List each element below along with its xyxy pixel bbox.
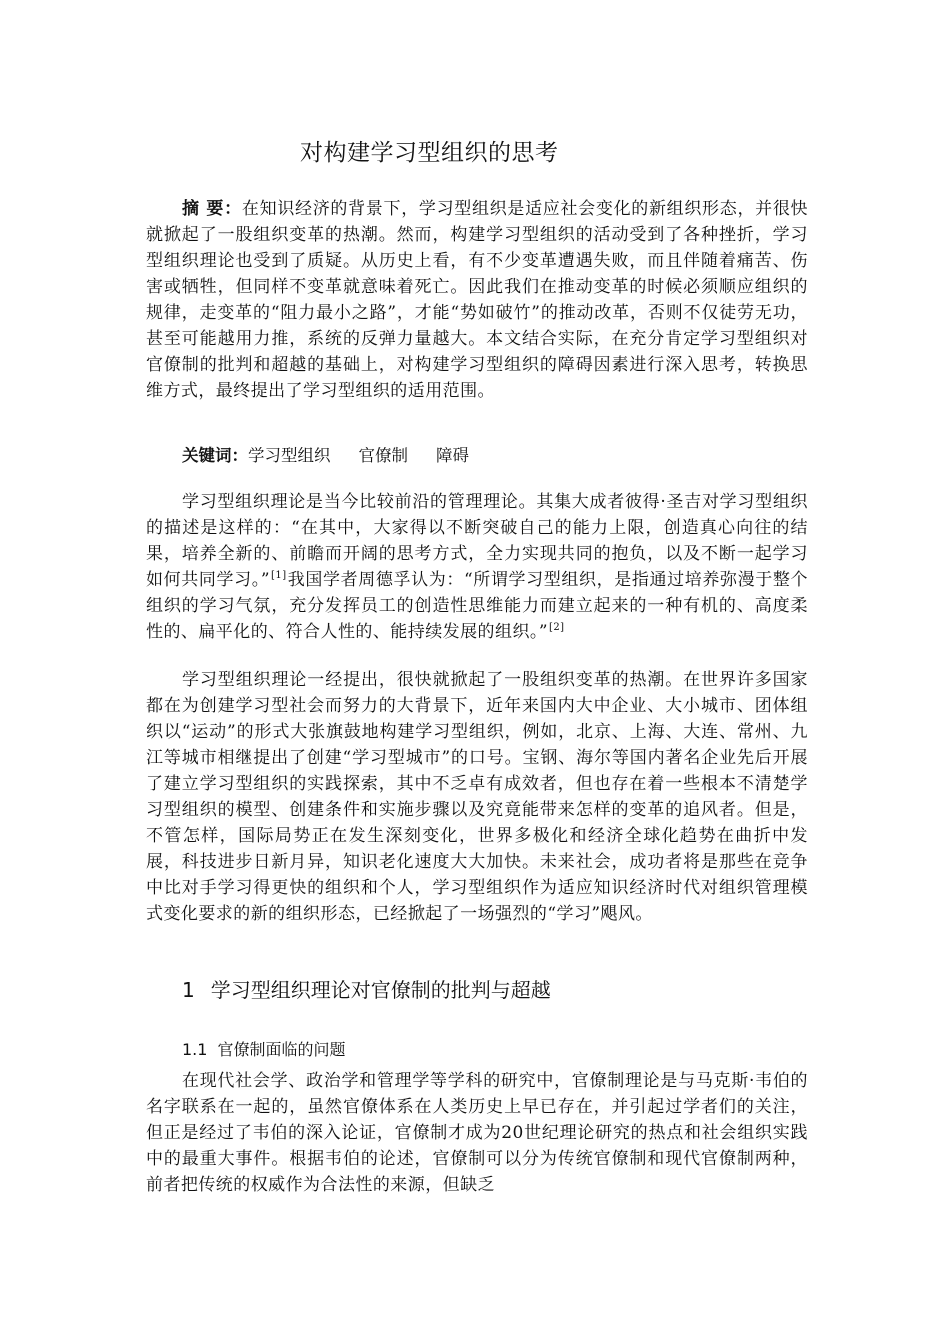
keywords-line: [182, 443, 497, 469]
keywords-label: 关键词：: [182, 446, 248, 465]
subsection-number: 1.1: [182, 1040, 208, 1059]
subsection-heading: [182, 1037, 345, 1063]
document-title: 对构建学习型组织的思考: [300, 140, 559, 166]
keyword-item: 官僚制: [358, 446, 408, 465]
body-paragraph: 学习型组织理论一经提出，很快就掀起了一股组织变革的热潮。在世界许多国家都在为创建学习型社会而努力的大背景下，近年来国内大中企业、大小城市、团体组织以“运动”的形式大张旗鼓地构建学习型组织，例如，北京、上海、大连、常州、九江等城市相继提出了创建“学习型城市”的口号。宝钢、海尔等国内著名企业先后开展了建立学习型组织的实践探索，其中不乏卓有成效者，但也存在着一些根本不清楚学习型组织的模型、创建条件和实施步骤以及究竟能带来怎样的变革的追风者。但是，不管怎样，国际局势正在发生深刻变化，世界多极化和经济全球化趋势在曲折中发展，科技进步日新月异，知识老化速度大大加快。未来社会，成功者将是那些在竞争中比对手学习得更快的组织和个人，学习型组织作为适应知识经济时代对组织管理模式变化要求的新的组织形态，已经掀起了一场强烈的“学习”飓风。: [146, 670, 808, 924]
section-title: 学习型组织理论对官僚制的批判与超越: [210, 978, 551, 1002]
abstract-paragraph: [146, 196, 808, 404]
body-paragraph: 在现代社会学、政治学和管理学等学科的研究中，官僚制理论是与马克斯·韦伯的名字联系在一起的，虽然官僚体系在人类历史上早已存在，并引起过学者们的关注，但正是经过了韦伯的深入论证，官僚制才成为20世纪理论研究的热点和社会组织实践中的最重大事件。根据韦伯的论述，官僚制可以分为传统官僚制和现代官僚制两种，前者把传统的权威作为合法性的来源，但缺乏: [146, 1071, 808, 1195]
section-number: 1: [182, 978, 195, 1002]
paragraph-text: 学习型组织理论是当今比较前沿的管理理论。其集大成者彼得·圣吉对学习型组织的描述是这样的：“在其中，大家得以不断突破自己的能力上限，创造真心向往的结果，培养全新的、前瞻而开阔的思考方式，全力实现共同的抱负，以及不断一起学习如何共同学习。”: [146, 492, 808, 590]
abstract-text: 在知识经济的背景下，学习型组织是适应社会变化的新组织形态，并很快就掀起了一股组织变革的热潮。然而，构建学习型组织的活动受到了各种挫折，学习型组织理论也受到了质疑。从历史上看，有不少变革遭遇失败，而且伴随着痛苦、伤害或牺牲，但同样不变革就意味着死亡。因此我们在推动变革的时候必须顺应组织的规律，走变革的“阻力最小之路”，才能“势如破竹”的推动改革，否则不仅徒劳无功，甚至可能越用力推，系统的反弹力量越大。本文结合实际，在充分肯定学习型组织对官僚制的批判和超越的基础上，对构建学习型组织的障碍因素进行深入思考，转换思维方式，最终提出了学习型组织的适用范围。: [146, 199, 809, 401]
section-heading: [182, 975, 551, 1005]
keyword-item: 障碍: [436, 446, 469, 465]
abstract-label: 摘 要：: [182, 199, 242, 219]
keyword-item: 学习型组织: [248, 446, 331, 465]
paragraph-text: 我国学者周德孚认为：“所谓学习型组织，是指通过培养弥漫于整个组织的学习气氛，充分发挥员工的创造性思维能力而建立起来的一种有机的、高度柔性的、扁平化的、符合人性的、能持续发展的组织。”: [146, 570, 808, 642]
body-paragraph: [146, 489, 808, 645]
citation-ref: [1]: [271, 570, 287, 581]
subsection-title: 官僚制面临的问题: [217, 1040, 346, 1059]
citation-ref: [2]: [549, 622, 565, 633]
